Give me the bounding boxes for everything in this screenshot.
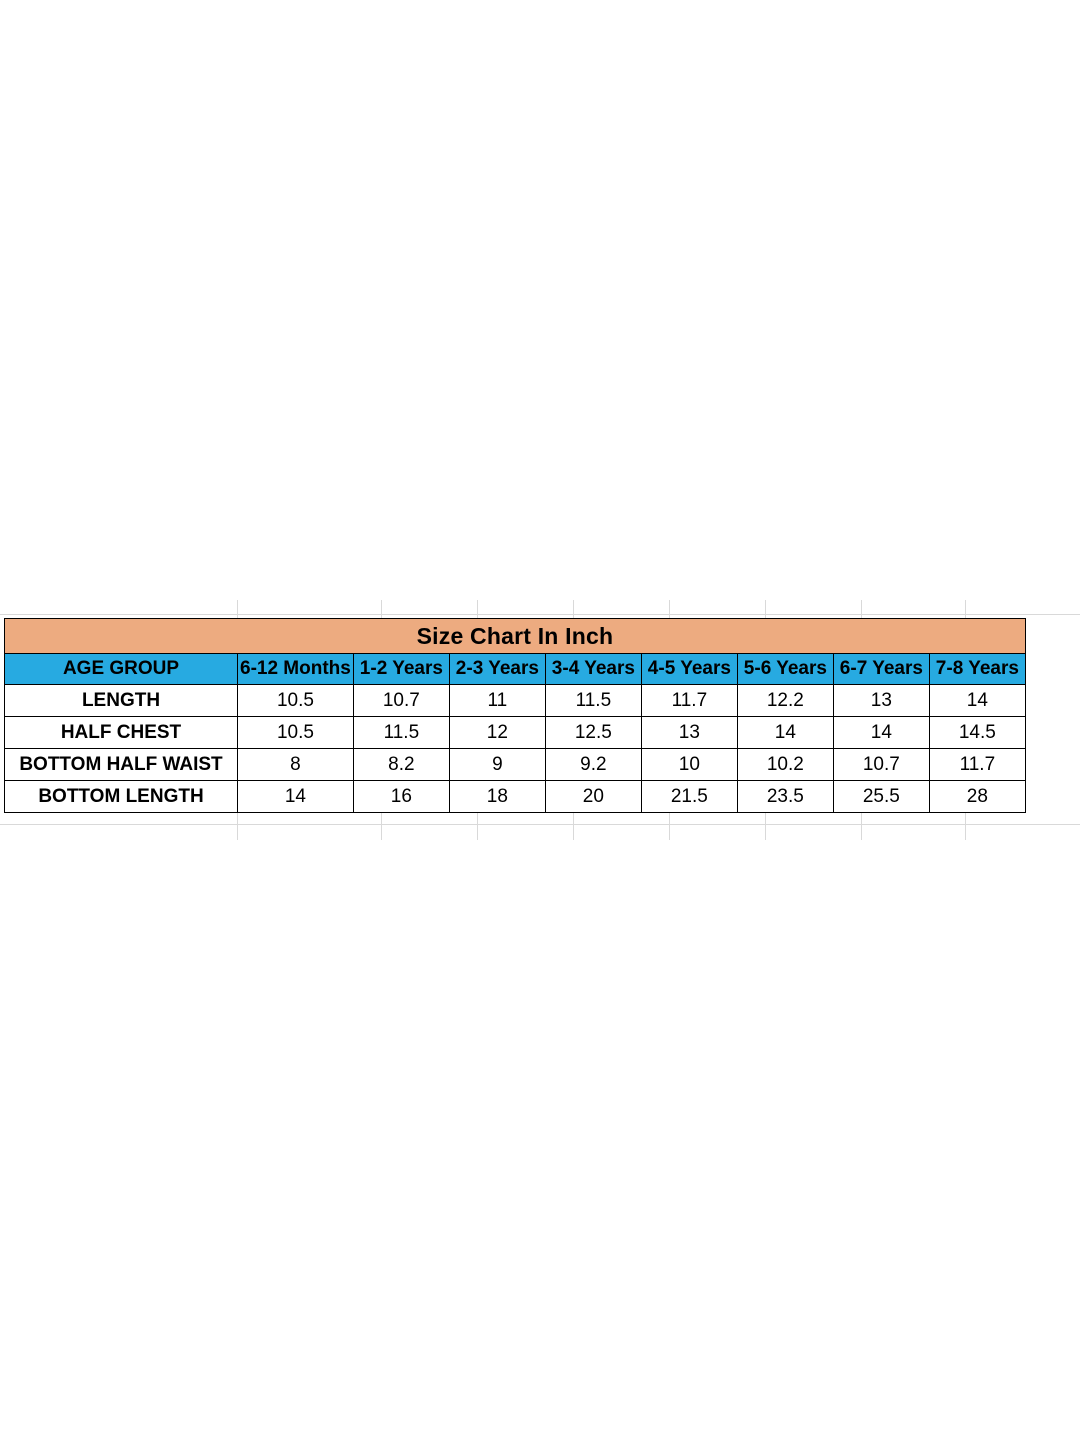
table-cell: 9 bbox=[449, 749, 545, 781]
table-cell: 13 bbox=[833, 685, 929, 717]
table-cell: 12.5 bbox=[545, 717, 641, 749]
table-cell: 23.5 bbox=[737, 781, 833, 813]
table-cell: 12 bbox=[449, 717, 545, 749]
table-cell: 16 bbox=[353, 781, 449, 813]
column-header-size-6: 5-6 Years bbox=[737, 654, 833, 685]
table-cell: 10.2 bbox=[737, 749, 833, 781]
table-cell: 8.2 bbox=[353, 749, 449, 781]
table-cell: 14 bbox=[833, 717, 929, 749]
table-cell: 11.5 bbox=[353, 717, 449, 749]
table-cell: 8 bbox=[238, 749, 354, 781]
row-label: HALF CHEST bbox=[5, 717, 238, 749]
table-title-row bbox=[5, 619, 1026, 654]
spreadsheet-canvas bbox=[0, 600, 1080, 840]
table-cell: 14 bbox=[737, 717, 833, 749]
column-header-size-8: 7-8 Years bbox=[929, 654, 1025, 685]
column-header-size-2: 1-2 Years bbox=[353, 654, 449, 685]
table-cell: 11 bbox=[449, 685, 545, 717]
table-cell: 18 bbox=[449, 781, 545, 813]
table-cell: 14 bbox=[238, 781, 354, 813]
sheet-gridline-horizontal bbox=[0, 614, 1080, 615]
column-header-size-1: 6-12 Months bbox=[238, 654, 354, 685]
table-header-row bbox=[5, 654, 1026, 685]
table-cell: 10.5 bbox=[238, 685, 354, 717]
table-cell: 11.7 bbox=[641, 685, 737, 717]
table-row bbox=[5, 781, 1026, 813]
table-row bbox=[5, 685, 1026, 717]
column-header-size-3: 2-3 Years bbox=[449, 654, 545, 685]
sheet-gridline-horizontal bbox=[0, 824, 1080, 825]
column-header-age-group: AGE GROUP bbox=[5, 654, 238, 685]
table-cell: 10.7 bbox=[833, 749, 929, 781]
page-title: Size Chart In Inch bbox=[5, 619, 1026, 654]
table-cell: 14 bbox=[929, 685, 1025, 717]
column-header-size-5: 4-5 Years bbox=[641, 654, 737, 685]
size-chart-table bbox=[4, 618, 1026, 813]
table-cell: 9.2 bbox=[545, 749, 641, 781]
table-cell: 11.5 bbox=[545, 685, 641, 717]
table-cell: 14.5 bbox=[929, 717, 1025, 749]
table-row bbox=[5, 717, 1026, 749]
table-row bbox=[5, 749, 1026, 781]
table-cell: 20 bbox=[545, 781, 641, 813]
table-cell: 25.5 bbox=[833, 781, 929, 813]
table-cell: 13 bbox=[641, 717, 737, 749]
table-cell: 11.7 bbox=[929, 749, 1025, 781]
table-cell: 10.5 bbox=[238, 717, 354, 749]
row-label: BOTTOM HALF WAIST bbox=[5, 749, 238, 781]
row-label: LENGTH bbox=[5, 685, 238, 717]
column-header-size-7: 6-7 Years bbox=[833, 654, 929, 685]
table-cell: 10 bbox=[641, 749, 737, 781]
table-cell: 12.2 bbox=[737, 685, 833, 717]
table-cell: 28 bbox=[929, 781, 1025, 813]
row-label: BOTTOM LENGTH bbox=[5, 781, 238, 813]
column-header-size-4: 3-4 Years bbox=[545, 654, 641, 685]
table-cell: 10.7 bbox=[353, 685, 449, 717]
table-cell: 21.5 bbox=[641, 781, 737, 813]
